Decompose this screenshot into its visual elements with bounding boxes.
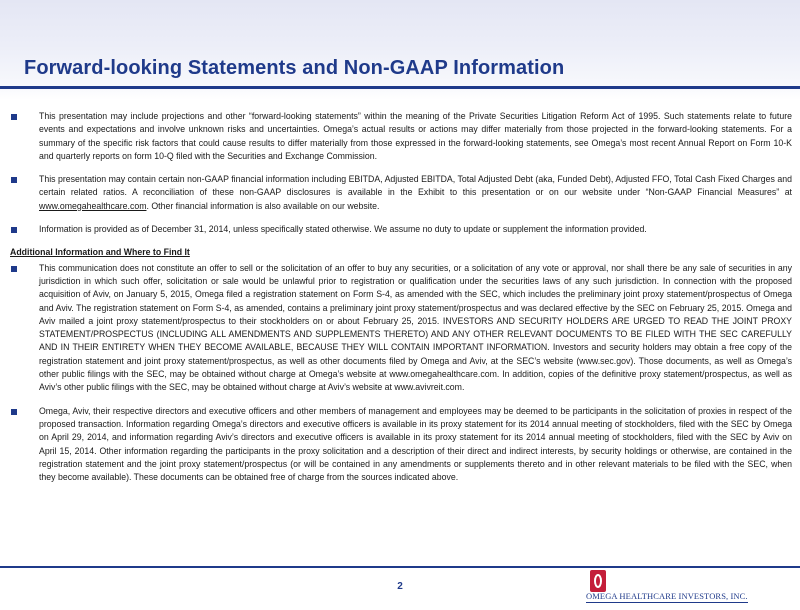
- bullet-square-icon: [11, 409, 17, 415]
- header-divider: [0, 86, 800, 89]
- non-gaap-text-before: This presentation may contain certain non-GAAP financial information including EBITDA, Adjusted EBITDA, Total Adjusted Debt (aka, Funded Debt), Adjusted FFO, Total Cash Fixed Charges and certain related ratios. A reconciliation of these non-GAAP disclosures is available in the Exhibit to this presentation or on our website under “Non-GAAP Financial Measures” at: [39, 174, 792, 198]
- company-logo: [584, 568, 800, 610]
- bullet-square-icon: [11, 227, 17, 233]
- bullet-square-icon: [11, 177, 17, 183]
- bullet-offer-disclaimer: [10, 262, 792, 395]
- page-title: Forward-looking Statements and Non-GAAP Information: [24, 57, 565, 79]
- header-band: [0, 0, 800, 100]
- bullet-text: [39, 173, 792, 213]
- bullet-square-icon: [11, 266, 17, 272]
- page-number: 2: [397, 581, 403, 592]
- section-heading: Additional Information and Where to Find It: [10, 247, 190, 258]
- non-gaap-text-after: . Other financial information is also available on our website.: [146, 200, 380, 211]
- bullet-text: Information is provided as of December 31, 2014, unless specifically stated otherwise. We assume no duty to update or supplement the information provided.: [39, 224, 647, 235]
- omega-logo-icon: [590, 570, 606, 592]
- content-body: [10, 110, 792, 494]
- omega-website-link[interactable]: www.omegahealthcare.com: [39, 200, 147, 211]
- bullet-square-icon: [11, 114, 17, 120]
- bullet-participants: [10, 405, 792, 485]
- logo-text: OMEGA HEALTHCARE INVESTORS, INC.: [586, 591, 748, 601]
- bullet-text: This communication does not constitute an offer to sell or the solicitation of an offer to buy any securities, or a solicitation of any vote or approval, nor shall there be any sale of securities in any jurisdiction in which such offer, solicitation or sale would be unlawful prior to registration or qualification under the securities laws of any such jurisdiction. In connection with the proposed acquisition of Aviv, on January 5, 2015, Omega filed a registration statement on Form S-4, as amended with the SEC, which includes the preliminary joint proxy statement/prospectus of Omega and Aviv. The registration statement on Form S-4, as amended, contains a preliminary joint proxy statement/prospectus and was declared effective by the SEC on February 25, 2015. Omega and Aviv mailed a joint proxy statement/prospectus to their stockholders on or about February 25, 2015. INVESTORS AND SECURITY HOLDERS ARE URGED TO READ THE JOINT PROXY STATEMENT/PROSPECTUS (INCLUDING ALL AMENDMENTS AND SUPPLEMENTS THERETO) AND ANY OTHER RELEVANT DOCUMENTS TO BE FILED WITH THE SEC CAREFULLY AND IN THEIR ENTIRETY WHEN THEY BECOME AVAILABLE, BECAUSE THEY WILL CONTAIN IMPORTANT INFORMATION. Investors and security holders may obtain a free copy of the registration statement and joint proxy statement/prospectus, as well as other documents filed by Omega and Aviv, at the SEC’s website (www.sec.gov). Those documents, as well as Omega’s other public filings with the SEC, may be obtained without charge at Omega’s website at www.omegahealthcare.com. In addition, copies of the definitive proxy statement/prospectus, as well as Aviv’s other public filings with the SEC, may be obtained without charge at Aviv’s website at www.avivreit.com.: [39, 262, 792, 393]
- bullet-text: Omega, Aviv, their respective directors and executive officers and other members of management and employees may be deemed to be participants in the solicitation of proxies in respect of the proposed transaction. Information regarding Omega’s directors and executive officers is available in its proxy statement for its 2014 annual meeting of stockholders, filed with the SEC by Omega on April 29, 2014, and information regarding Aviv’s directors and executive officers is available in its proxy statement for its 2014 annual meeting of stockholders, filed with the SEC by Aviv on April 15, 2014. Other information regarding the participants in the proxy solicitation and a description of their direct and indirect interests, by security holdings or otherwise, are contained in the registration statement and the joint proxy statement/prospectus (or will be contained in any amendments or supplements thereto and in other relevant materials to be filed with the SEC, when they become available). These documents can be obtained free of charge from the sources indicated above.: [39, 405, 792, 483]
- bullet-non-gaap: [10, 173, 792, 213]
- bullet-information-date: [10, 223, 792, 236]
- bullet-forward-looking: [10, 110, 792, 163]
- bullet-text: This presentation may include projections and other “forward-looking statements” within the meaning of the Private Securities Litigation Reform Act of 1995. Such statements relate to future events and expectations and involve unknown risks and uncertainties. Omega’s actual results or actions may differ materially from those projected in the forward-looking statements. For a summary of the specific risk factors that could cause results to differ materially from those expressed in the forward-looking statements, see Omega’s most recent Annual Report on Form 10-K and quarterly reports on form 10-Q filed with the Securities and Exchange Commission.: [39, 111, 792, 161]
